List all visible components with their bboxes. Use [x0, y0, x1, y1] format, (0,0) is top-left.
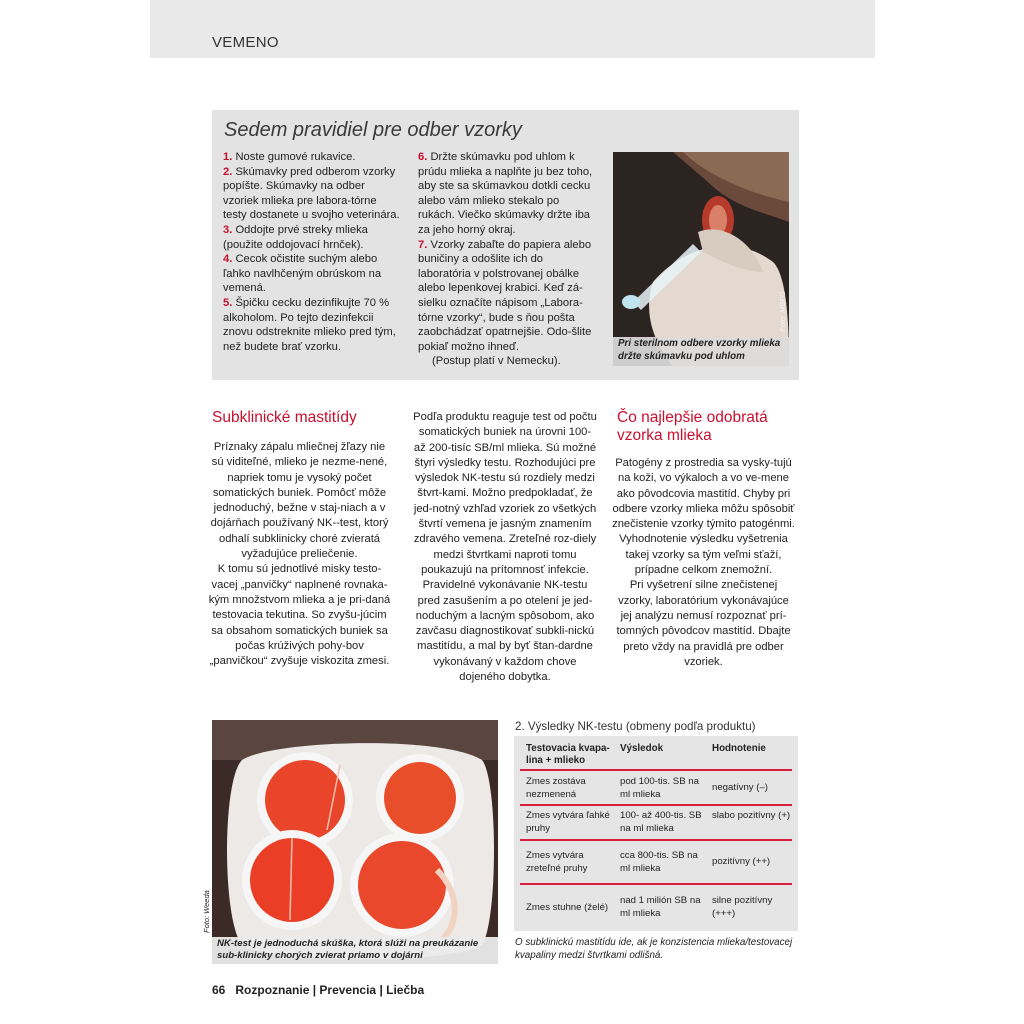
paragraph: Podľa produktu reaguje test od počtu somatických buniek na úrovni 100- až 200-tisíc SB/ml mlieka. Sú možné štyri výsledky testu. Rozhodujúci pre výsledok NK-testu sú rozdiely medzi štvrt-kami. Možno predpokladať, že jed-notný vzhľad vzoriek zo všetkých štvrtí vemena je jasným znamením zdravého vemena. Zreteľné roz-diely medzi štvrtkami naproti tomu poukazujú na prítomnosť infekcie. Pravidelné vykonávanie NK-testu pred zasušením a po otelení je jed-noduchým a lacným spôsobom, ako zavčasu diagnostikovať subkli-nickú mastitídu, a mal by byť štan-dardne vykonávaný v každom chove dojeného dobytka.: [413, 411, 597, 684]
table-cell: cca 800-tis. SB na ml mlieka: [620, 850, 698, 874]
sampling-photo-caption: Pri sterilnom odbere vzorky mlieka držte skúmavku pod uhlom: [613, 337, 789, 366]
table-header-mixture: Testovacia kvapa-lina + mlieko: [526, 743, 610, 766]
rule-item: 7. Vzorky zabaľte do papiera alebo buničiny a odošlite ich do laboratória v polstrovanej obálke alebo lepenkovej krabici. Keď zá-sielku označíte nápisom „Labora-tórne vzorky“, bude s ňou pošta zaobchádzať opatrnejšie. Odo-šlite pokiaľ možno ihneď.: [418, 238, 592, 353]
table-header-result: Výsledok: [620, 743, 664, 754]
paragraph: Pri vyšetrení silne znečistenej vzorky, laboratórium vykonávajúce jej analýzu nemusí rozpoznať prí-tomných pôvodcov mastitíd. Dbajte preto vždy na pravidlá pre odber vzoriek.: [616, 579, 791, 668]
rule-item: 6. Držte skúmavku pod uhlom k prúdu mlieka a naplňte ju bez toho, aby ste sa skúmavkou dotkli cecku alebo vám mlieko stekalo po rukách. Viečko skúmavky držte iba za jeho horný okraj.: [418, 151, 593, 236]
rule-item: 4. Cecok očistite suchým alebo ľahko navlhčeným obrúskom na vemená.: [223, 253, 382, 295]
section-title: VEMENO: [212, 34, 279, 51]
rule-item: 1. Noste gumové rukavice.: [223, 151, 356, 163]
table-cell: nad 1 milión SB na ml mlieka: [620, 895, 701, 919]
rules-column-2: [418, 150, 598, 369]
paragraph: K tomu sú jednotlivé misky testo-vacej „panvičky“ naplnené rovnaka-kým množstvom mlieka a je pri-daná testovacia tekutina. So zvyšu-júcim sa obsahom somatických buniek sa počas krúživých pohy-bov „panvičkou“ zvyšuje viskozita zmesi.: [208, 563, 391, 668]
table-cell: pozitívny (++): [712, 856, 771, 867]
page-number: 66: [212, 983, 226, 997]
paragraph: Patogény z prostredia sa vysky-tujú na koži, vo výkaloch a vo ve-mene ako pôvodcovia mastitíd. Chyby pri odbere vzorky mlieka môžu spôsobiť znečistenie vzorky týmito patogénmi. Vyhodnotenie výsledku vyšetrenia takej vzorky sa tým veľmi sťaží, prípadne celkom znemožní.: [612, 457, 795, 577]
page-footer: [212, 983, 424, 997]
column-middle-text: [412, 410, 598, 685]
table-cell: slabo pozitívny (+): [712, 810, 791, 821]
nk-test-photo: [212, 720, 498, 964]
rule-item: 3. Oddojte prvé streky mlieka (použite oddojovací hrnček).: [223, 223, 368, 251]
rule-item: 2. Skúmavky pred odberom vzorky popíšte. Skúmavky na odber vzoriek mlieka pre labora-tórne testy dostanete u svojho veterinára.: [223, 165, 400, 222]
photo-credit: Foto: MBFG: [778, 291, 787, 332]
table-cell: 100- až 400-tis. SB na ml mlieka: [620, 810, 702, 834]
heading-subclinical: Subklinické mastitídy: [212, 409, 357, 426]
table-cell: silne pozitívny (+++): [712, 895, 773, 919]
table-divider: [520, 883, 792, 885]
sampling-photo: [613, 152, 789, 366]
rules-box-title: Sedem pravidiel pre odber vzorky: [224, 119, 522, 141]
table-cell: Zmes vytvára zreteľné pruhy: [526, 850, 588, 874]
column-left-text: [208, 440, 391, 669]
table-divider: [520, 769, 792, 771]
sampling-photo-image: [613, 152, 789, 366]
rules-postscript: (Postup platí v Nemecku).: [432, 355, 561, 368]
rule-item: 5. Špičku cecku dezinfikujte 70 % alkoholom. Po tejto dezinfekcii znovu odstreknite mlieko pred tým, než budete brať vzorku.: [223, 296, 396, 353]
rules-column-1: [223, 150, 401, 354]
table-header-evaluation: Hodnotenie: [712, 743, 766, 754]
table-cell: negatívny (–): [712, 782, 768, 793]
heading-best-sample: Čo najlepšie odobratá vzorka mlieka: [617, 409, 768, 444]
nk-photo-credit: Foto: Weeda: [202, 890, 211, 933]
table-cell: Zmes stuhne (želé): [526, 902, 609, 913]
column-right-text: [612, 456, 795, 670]
table-cell: Zmes vytvára ľahké pruhy: [526, 810, 610, 834]
paragraph: Príznaky zápalu mliečnej žľazy nie sú viditeľné, mlieko je nezme-nené, napriek tomu je vysoký počet somatických buniek. Pomôcť môže jednoduchý, bežne v staj-niach a v dojárňach používaný NK--test, ktorý odhalí subklinicky choré zvieratá vyžadujúce preliečenie.: [210, 441, 389, 561]
footer-section-path: Rozpoznanie | Prevencia | Liečba: [235, 983, 425, 997]
table-divider: [520, 804, 792, 806]
table-divider: [520, 839, 792, 841]
table-cell: Zmes zostáva nezmenená: [526, 776, 586, 800]
nk-photo-caption: NK-test je jednoduchá skúška, ktorá slúži na preukázanie sub-klinicky chorých zvierat priamo v dojárni: [212, 937, 498, 964]
table-cell: pod 100-tis. SB na ml mlieka: [620, 776, 699, 800]
table-title: 2. Výsledky NK-testu (obmeny podľa produktu): [515, 720, 756, 733]
table-note: O subklinickú mastitídu ide, ak je konzistencia mlieka/testovacej kvapaliny medzi štvrtkami odlišná.: [515, 937, 793, 961]
nk-test-paddle-image: [212, 720, 498, 964]
